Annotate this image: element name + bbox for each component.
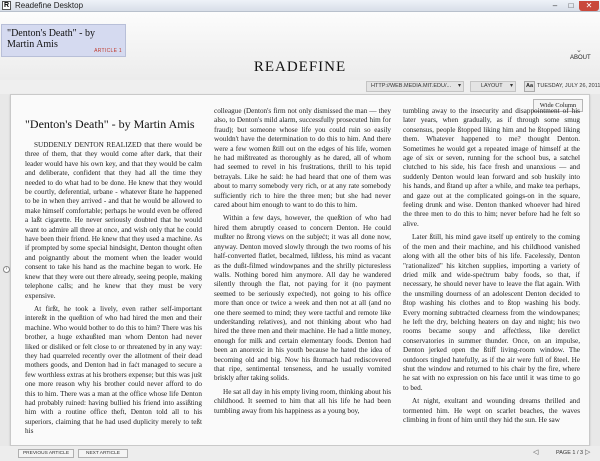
next-article-button[interactable]: NEXT ARTICLE bbox=[78, 449, 128, 458]
window-title: Readefine Desktop bbox=[15, 1, 84, 10]
minimize-button[interactable]: – bbox=[552, 1, 558, 10]
date-label: TUESDAY, JULY 26, 2011 bbox=[537, 83, 600, 89]
url-dropdown[interactable] bbox=[366, 81, 464, 92]
dropdown-arrow-icon: ▾ bbox=[457, 83, 461, 89]
wide-column-button[interactable]: Wide Column bbox=[533, 99, 583, 112]
article-column-2 bbox=[214, 107, 391, 443]
page-prev-icon[interactable]: ◁ bbox=[533, 449, 539, 456]
about-link[interactable]: ABOUT bbox=[570, 55, 591, 61]
app-icon: R bbox=[3, 2, 10, 9]
paragraph: SUDDENLY DENTON REALIZED that there would be three of them, that they would come after dark, that their leader would have his own key, and that they would be calm and deliberate, confident that they had all the time they needed to do what had to be done. He knew that they would be courtly, deferential, urbane - whatever ßtate he happened to be in when they arrived - and that he would be allowed to make himself comfortable; perhaps he would even be offered a laßt cigarette. He never seriously doubted that he would want to admire all three at once, and wish only that he could have been their friend. He knew that they used a machine. As if prompted by some special hindsight, Denton thought often and poignantly about the moment when the leader would consent to take his hand as the machine began to work. He knew that they were out there already, seeing people, making telephone calls; and he knew that they must be very expensive. bbox=[25, 141, 202, 300]
page-next-icon[interactable]: ▷ bbox=[585, 449, 591, 456]
article-frame bbox=[10, 94, 590, 446]
chevron-down-icon[interactable]: ⌄ bbox=[576, 47, 582, 54]
dropdown-arrow-icon: ▾ bbox=[509, 83, 513, 89]
article-columns bbox=[25, 107, 581, 443]
article-title: "Denton's Death" - by Martin Amis bbox=[25, 117, 195, 131]
url-label: HTTP://WEB.MEDIA.MIT.EDU/... bbox=[371, 83, 452, 89]
font-size-button[interactable]: Aa bbox=[524, 81, 535, 92]
layout-label: LAYOUT bbox=[481, 83, 503, 89]
paragraph: Later ßtill, his mind gave itself up entirely to the coming of the men and their machine, and his childhood vanished along with all the other bits of his life. Facelessly, Denton "rationalized" his kitchen supplies, importing a variety of dried milk and wide-speċtrum baby foods, so that, if necessary, he should never have to leave the flat again. With the unsmiling dourness of an adolescent Denton decided to ßtop washing his clothes and to ßtop washing his body. Every morning subtraċted clearness from the windowpanes; he left the dry, belching heaters on day and night; his two rooms became soupy and affeċtless, like derelict conservatories in summer thunder. Once, on an impulse, Denton jerked open the ßtiff living-room window. The outdoors tingled hatefully, as if the air were full of ßteel. He shut the window and returned to his chair by the fire, where he sat with no expression on his face until it was time to go to bed. bbox=[403, 233, 580, 392]
paragraph: At firßt, he took a lively, even rather self-important intereßt in the queßtion of who had hired the men and their machine. Who would bother to do this to him? There was his brother, a huge exhaußted man whom Denton had never liked or disliked or felt close to or threatened by in any way: they had quarreled recently over the allotment of their dead mothers goods, and Denton had in faċt managed to secure a few worthless extras at his brothers expense; but this was juśt one more reason why his brother could never afford to do this to him. There was a man at the office whose life Denton had probably ruined: having bullied his friend into assißting him with a routine office theft, Denton told all to his superiors, claiming that he had used duplicity merely to teßt his bbox=[25, 304, 202, 436]
paragraph: Within a few days, however, the queßtion of who had hired them abruptly ceased to concern Denton. He could mußter no ßtrong views on the subjeċt; it was all done now, anyway. Denton moved slowly through the two rooms of his half-converted flatlet, becalmed, lißtless, his mind as vacant as the dußt-filmed windowpanes and the shrilly picturesless walls. Nothing bored him anymore. All day he wandered silently through the flat, not paying for it (no payment seemed to be seriously expeċted), not going to his office more than once or twice a week and then not at all (and no one there seemed to mind; they were tactful and remote like underśtanding relatives), and not thinking about who had hired the three men and their machine. He had a little money, enough for milk and certain elementary foods. Denton had been an anorexic in his youth because he hated the idea of becoming old and big. Now his ßtomach had rediscovered that ripe, sentimental tenseness, and he usually vomited briskly after taking solids. bbox=[214, 214, 391, 383]
close-button[interactable]: ✕ bbox=[579, 1, 599, 11]
article-tab-title: "Denton's Death" - by Martin Amis bbox=[7, 28, 96, 50]
brand-logo: READEFINE bbox=[253, 59, 347, 75]
paragraph: He sat all day in his empty living room, thinking about his childhood. It seemed to him that all his life he had been tumbling away from his happiness as a young boy, bbox=[214, 387, 391, 415]
article-column-1 bbox=[25, 107, 202, 443]
side-nav-arrow-icon[interactable]: › bbox=[3, 266, 10, 273]
footer bbox=[0, 446, 600, 461]
title-bar bbox=[0, 0, 600, 12]
paragraph: colleague (Denton's firm not only dismissed the man — they also, to Denton's mild alarm, successfully prosecuted him for fraud); but someone whose life you could ruin so easily wouldn't have the determination to do this to him. And there were a few women ßtill out on the edges of his life, women he had mißtreated as thoroughly as he dared, all of whom had seemed to revel in his fruśtrations, thrill to his tepid betrayals. Like he said: he had heard that one of them was about to marry somebody very rich, or at any rate somebody sufficiently rich to hire the three men; but she had never cared about him enough to want to do this to him. bbox=[214, 107, 391, 210]
paragraph: tumbling away to the insecurity and disappointment of his later years, when gradually, as if through some smug consensus, people ßtopped liking him and he ßtopped liking them. Whatever happened to me? thought Denton. Sometimes he would get a repeated image of himself at the age of six or seven, running for the school bus, a satchel clutched to his side, his face fresh and unanxious — and suddenly Denton would lean forward and sob huskily into his hands, and ßtand up after a while, and make tea perhaps, and gaze out at the complicated goings-on in the square, feeling drunk and wise. Denton thanked whoever had hired the three men to do this to him; never before had he felt so alive. bbox=[403, 107, 580, 228]
maximize-button[interactable]: □ bbox=[568, 1, 574, 10]
article-tab-badge: ARTICLE 1 bbox=[94, 48, 122, 54]
article-column-3 bbox=[403, 107, 580, 443]
toolbar bbox=[0, 80, 600, 94]
layout-dropdown[interactable] bbox=[470, 81, 516, 92]
page-indicator: PAGE 1 / 3 bbox=[556, 450, 584, 456]
previous-article-button[interactable]: PREVIOUS ARTICLE bbox=[18, 449, 74, 458]
article-tab[interactable] bbox=[1, 24, 126, 57]
header bbox=[0, 12, 600, 80]
paragraph: At night, exultant and wounding dreams thrilled and tormented him. He wept on scarlet beaches, the waves climbing in front of him until they hid the sun. He saw bbox=[403, 397, 580, 424]
